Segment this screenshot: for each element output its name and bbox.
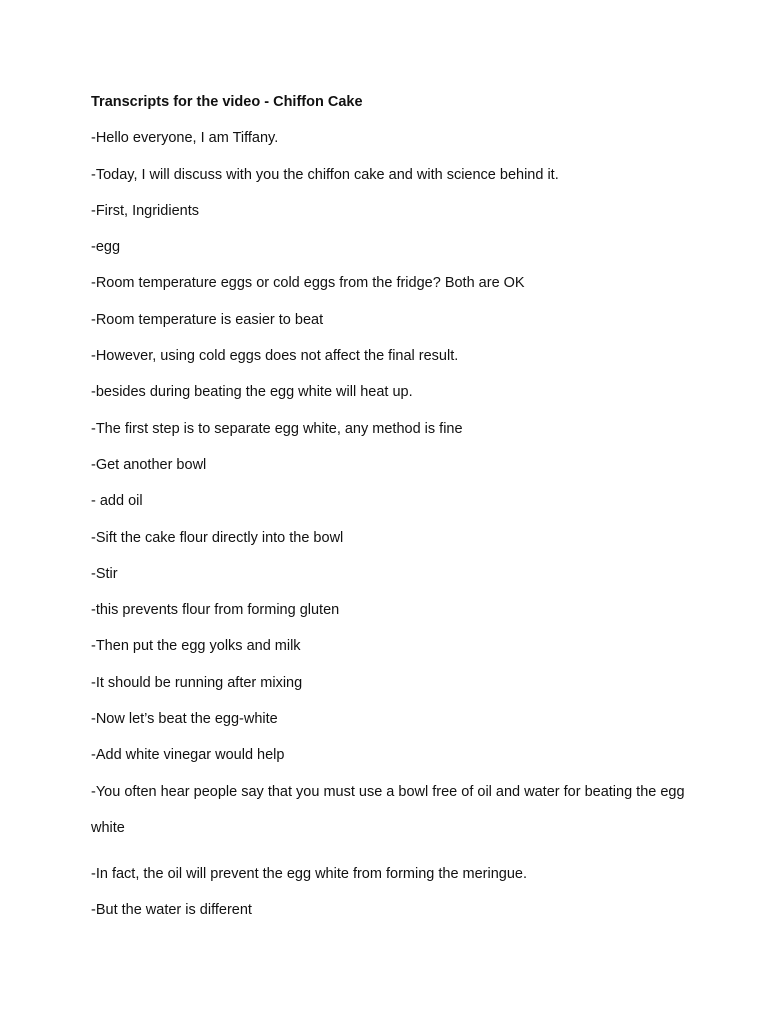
transcript-line: -Today, I will discuss with you the chiffon cake and with science behind it. (91, 166, 559, 183)
document-body (91, 93, 691, 919)
document-title: Transcripts for the video - Chiffon Cake (91, 94, 363, 110)
transcript-line: -besides during beating the egg white will heat up. (91, 384, 413, 401)
transcript-line: -In fact, the oil will prevent the egg white from forming the meringue. (91, 865, 528, 882)
transcript-line: -However, using cold eggs does not affect the final result. (91, 348, 459, 365)
transcript-line: -Get another bowl (91, 456, 207, 473)
transcript-line-wrapped: -You often hear people say that you must use a bowl free of oil and water for beating the egg white (91, 783, 685, 836)
transcript-line: -Sift the cake flour directly into the bowl (91, 529, 344, 546)
transcript-line: -But the water is different (91, 901, 252, 918)
transcript-line: -It should be running after mixing (91, 674, 303, 691)
transcript-line: -Then put the egg yolks and milk (91, 638, 301, 655)
transcript-line: -Now let’s beat the egg-white (91, 711, 278, 728)
transcript-line: -egg (91, 239, 121, 256)
transcript-line: -Room temperature is easier to beat (91, 311, 324, 328)
transcript-line: -Room temperature eggs or cold eggs from the fridge? Both are OK (91, 275, 525, 292)
transcript-line: -Add white vinegar would help (91, 747, 285, 764)
transcript-line: -First, Ingridients (91, 202, 199, 219)
transcript-line: -this prevents flour from forming gluten (91, 602, 340, 619)
transcript-line: -Stir (91, 565, 118, 582)
transcript-line: -Hello everyone, I am Tiffany. (91, 130, 279, 147)
transcript-line: -The first step is to separate egg white, any method is fine (91, 420, 463, 437)
transcript-line: - add oil (91, 493, 143, 510)
